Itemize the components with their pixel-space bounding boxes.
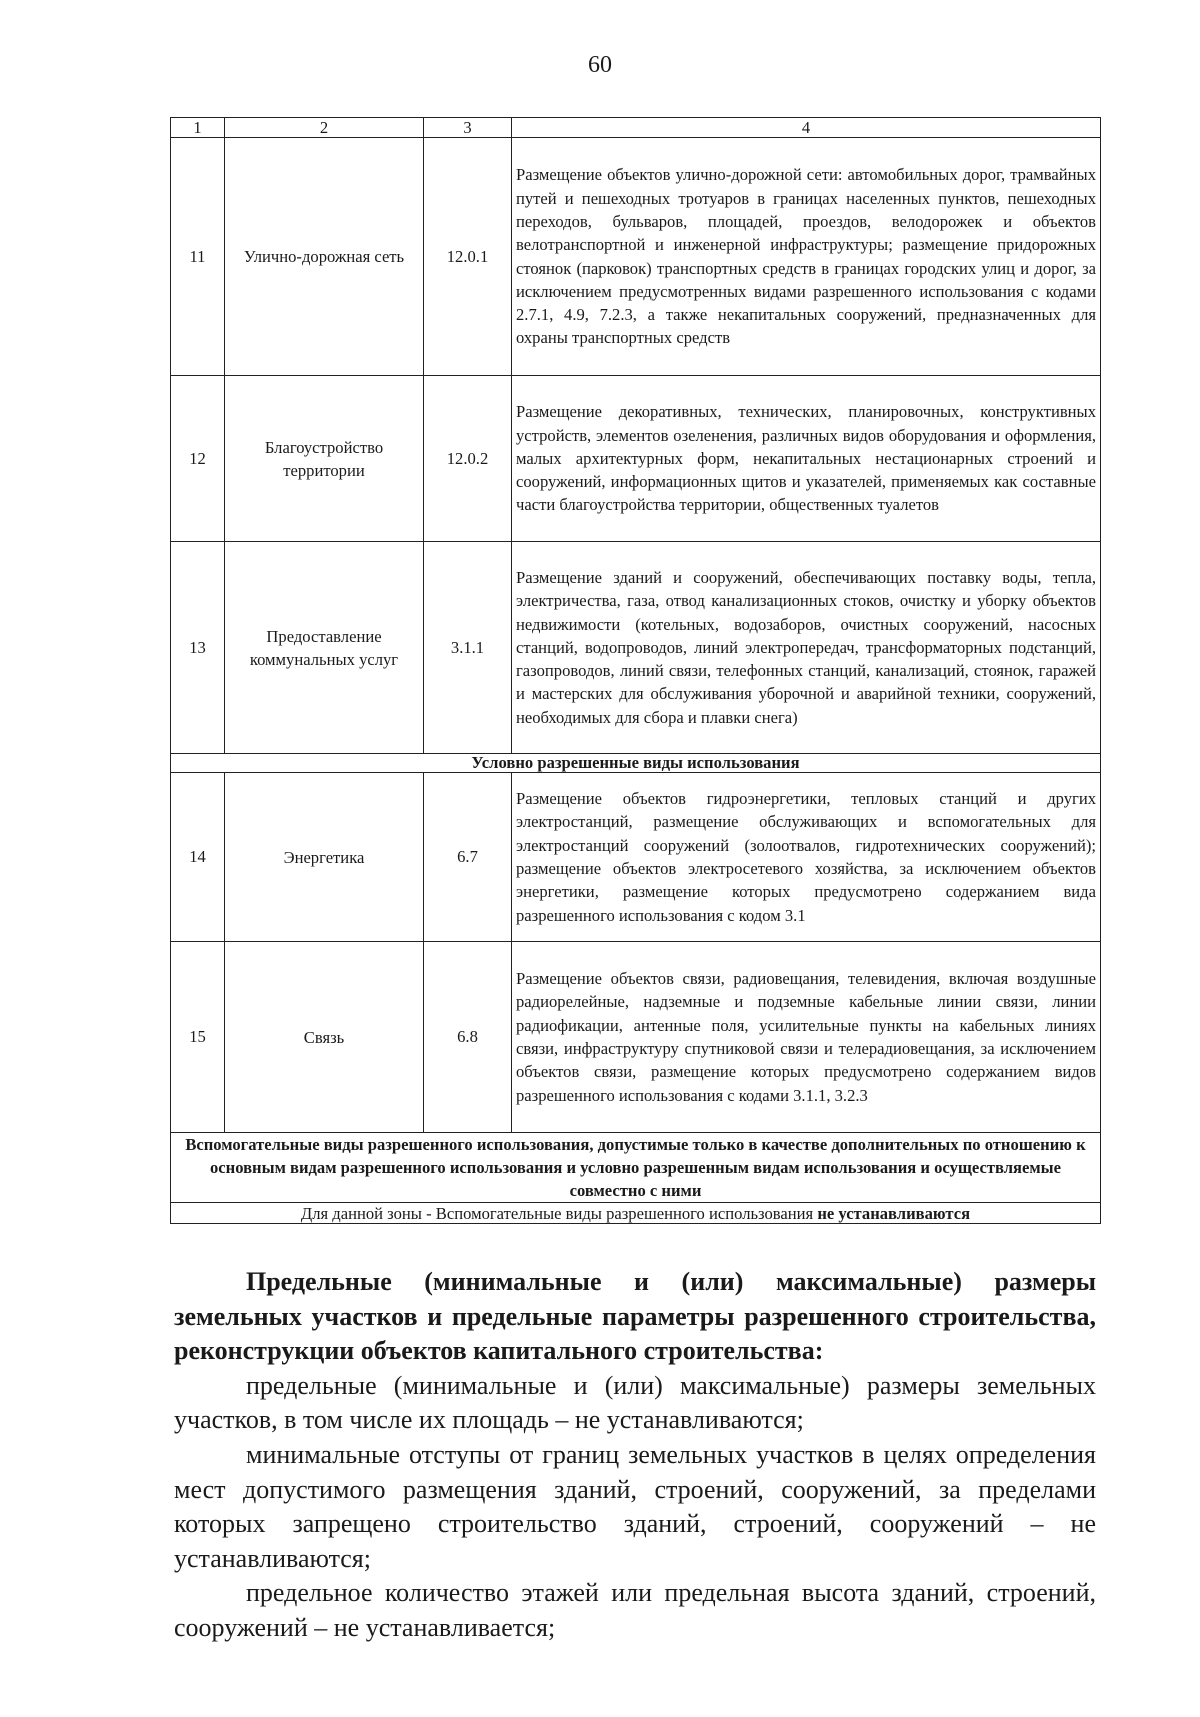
parameters-section: [174, 1265, 1096, 1646]
auxiliary-note-text: Для данной зоны - Вспомогательные виды разрешенного использования: [300, 1203, 814, 1223]
use-type-code: 12.0.2: [424, 376, 512, 542]
column-header: 3: [424, 118, 512, 138]
column-header: 4: [512, 118, 1101, 138]
paragraph: предельное количество этажей или предельная высота зданий, строений, сооружений – не устанавливается;: [174, 1578, 1096, 1642]
use-type-name: Связь: [225, 942, 424, 1133]
use-type-description: Размещение объектов улично-дорожной сети: автомобильных дорог, трамвайных путей и пешеходных тротуаров в границах населенных пунктов, пешеходных переходов, бульваров, площадей, проездов, велодорожек и объектов велотранспортной и инженерной инфраструктуры; размещение придорожных стоянок (парковок) транспортных средств в границах городских улиц и дорог, за исключением предусмотренных видами разрешенного использования с кодами 2.7.1, 4.9, 7.2.3, а также некапитальных сооружений, предназначенных для охраны транспортных средств: [512, 138, 1101, 376]
row-number: 11: [171, 138, 225, 376]
use-type-code: 3.1.1: [424, 542, 512, 754]
section-note-row: [171, 1203, 1101, 1224]
table-header-row: [171, 118, 1101, 138]
column-header: 2: [225, 118, 424, 138]
row-number: 12: [171, 376, 225, 542]
paragraph: минимальные отступы от границ земельных участков в целях определения мест допустимого размещения зданий, строений, сооружений, за пределами которых запрещено строительство зданий, строений, сооружений – не устанавливаются;: [174, 1439, 1096, 1573]
auxiliary-uses-note: [171, 1203, 1101, 1224]
row-number: 13: [171, 542, 225, 754]
use-type-description: Размещение объектов связи, радиовещания, телевидения, включая воздушные радиорелейные, надземные и подземные кабельные линии связи, линии радиофикации, антенные поля, усилительные пункты на кабельных линиях связи, инфраструктуру спутниковой связи и телерадиовещания, за исключением объектов связи, размещение которых предусмотрено содержанием видов разрешенного использования с кодами 3.1.1, 3.2.3: [512, 942, 1101, 1133]
paragraph: предельные (минимальные и (или) максимальные) размеры земельных участков, в том числе их площадь – не устанавливаются;: [174, 1370, 1096, 1435]
use-type-description: Размещение декоративных, технических, планировочных, конструктивных устройств, элементов озеленения, различных видов оборудования и оформления, малых архитектурных форм, некапитальных нестационарных строений и сооружений, информационных щитов и указателей, применяемых как составные части благоустройства территории, общественных туалетов: [512, 376, 1101, 542]
land-use-table: [170, 117, 1101, 1224]
table-row: [171, 138, 1101, 376]
section-heading: Предельные (минимальные и (или) максимальные) размеры земельных участков и предельные параметры разрешенного строительства, реконструкции объектов капитального строительства:: [174, 1267, 1096, 1366]
table-row: [171, 942, 1101, 1133]
section-divider-row: [171, 1133, 1101, 1203]
table-row: [171, 542, 1101, 754]
use-type-name: Улично-дорожная сеть: [225, 138, 424, 376]
auxiliary-note-status: не устанавливаются: [817, 1203, 971, 1223]
row-number: 14: [171, 773, 225, 942]
table-row: [171, 376, 1101, 542]
use-type-name: Благоустройство территории: [225, 376, 424, 542]
section-divider-row: [171, 754, 1101, 773]
page-number: 60: [588, 52, 612, 78]
table-row: [171, 773, 1101, 942]
use-type-name: Энергетика: [225, 773, 424, 942]
use-type-description: Размещение объектов гидроэнергетики, тепловых станций и других электростанций, размещение обслуживающих и вспомогательных для электростанций сооружений (золоотвалов, гидротехнических сооружений); размещение объектов электросетевого хозяйства, за исключением объектов энергетики, размещение которых предусмотрено содержанием вида разрешенного использования с кодом 3.1: [512, 773, 1101, 942]
use-type-description: Размещение зданий и сооружений, обеспечивающих поставку воды, тепла, электричества, газа, отвод канализационных стоков, очистку и уборку объектов недвижимости (котельных, водозаборов, очистных сооружений, насосных станций, водопроводов, линий электропередач, трансформаторных подстанций, газопроводов, линий связи, телефонных станций, канализаций, стоянок, гаражей и мастерских для обслуживания уборочной и аварийной техники, сооружений, необходимых для сбора и плавки снега): [512, 542, 1101, 754]
auxiliary-uses-header: Вспомогательные виды разрешенного использования, допустимые только в качестве дополнительных по отношению к основным видам разрешенного использования и условно разрешенным видам использования и осуществляемые совместно с ними: [171, 1133, 1101, 1203]
use-type-name: Предоставление коммунальных услуг: [225, 542, 424, 754]
conditional-uses-header: Условно разрешенные виды использования: [171, 754, 1101, 773]
use-type-code: 6.8: [424, 942, 512, 1133]
row-number: 15: [171, 942, 225, 1133]
column-header: 1: [171, 118, 225, 138]
use-type-code: 12.0.1: [424, 138, 512, 376]
use-type-code: 6.7: [424, 773, 512, 942]
